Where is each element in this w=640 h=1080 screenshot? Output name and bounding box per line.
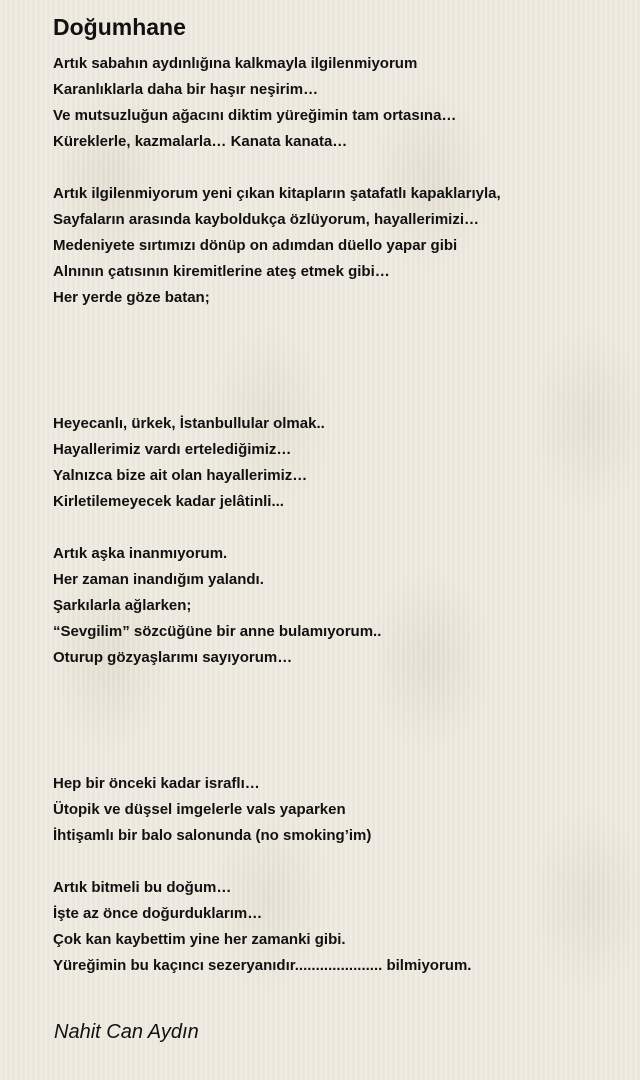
stanza-1 <box>53 51 456 155</box>
poem-line: İşte az önce doğurduklarım… <box>53 905 263 922</box>
poem-line: Medeniyete sırtımızı dönüp on adımdan düello yapar gibi <box>53 237 458 254</box>
poem-line: Yalnızca bize ait olan hayallerimiz… <box>53 467 308 484</box>
stanza-3 <box>53 411 325 515</box>
poem-line: Oturup gözyaşlarımı sayıyorum… <box>53 649 293 666</box>
poem-line: Çok kan kaybettim yine her zamanki gibi. <box>53 931 346 948</box>
poem-line: Artık bitmeli bu doğum… <box>53 879 232 896</box>
stanza-2 <box>53 181 501 311</box>
poem-line: Yüreğimin bu kaçıncı sezeryanıdır..................... bilmiyorum. <box>53 957 472 974</box>
poem-line: Heyecanlı, ürkek, İstanbullular olmak.. <box>53 415 325 432</box>
poem-line: Her zaman inandığım yalandı. <box>53 571 264 588</box>
poem-line: Artık aşka inanmıyorum. <box>53 545 228 562</box>
poem-line: Küreklerle, kazmalarla… Kanata kanata… <box>53 133 348 150</box>
poem-author: Nahit Can Aydın <box>54 1021 199 1043</box>
poem-line: Ve mutsuzluğun ağacını diktim yüreğimin tam ortasına… <box>53 107 457 124</box>
poem-line: Hayallerimiz vardı ertelediğimiz… <box>53 441 292 458</box>
poem-line: Alnının çatısının kiremitlerine ateş etmek gibi… <box>53 263 390 280</box>
poem-line: Hep bir önceki kadar israflı… <box>53 775 260 792</box>
poem-line: Kirletilemeyecek kadar jelâtinli... <box>53 493 284 510</box>
poem-line: Artık sabahın aydınlığına kalkmayla ilgilenmiyorum <box>53 55 418 72</box>
poem-line: Artık ilgilenmiyorum yeni çıkan kitapların şatafatlı kapaklarıyla, <box>53 185 501 202</box>
poem-line: Karanlıklarla daha bir haşır neşirim… <box>53 81 319 98</box>
stanza-5 <box>53 771 371 849</box>
poem-line: Sayfaların arasında kayboldukça özlüyorum, hayallerimizi… <box>53 211 479 228</box>
poem-line: Ütopik ve düşsel imgelerle vals yaparken <box>53 801 346 818</box>
stanza-4 <box>53 541 381 671</box>
poem-title: Doğumhane <box>53 14 186 40</box>
poem-line: Şarkılarla ağlarken; <box>53 597 192 614</box>
stanza-6 <box>53 875 471 979</box>
poem-line: Her yerde göze batan; <box>53 289 210 306</box>
poem-line: İhtişamlı bir balo salonunda (no smoking’im) <box>53 827 372 844</box>
poem-line: “Sevgilim” sözcüğüne bir anne bulamıyorum.. <box>53 623 382 640</box>
